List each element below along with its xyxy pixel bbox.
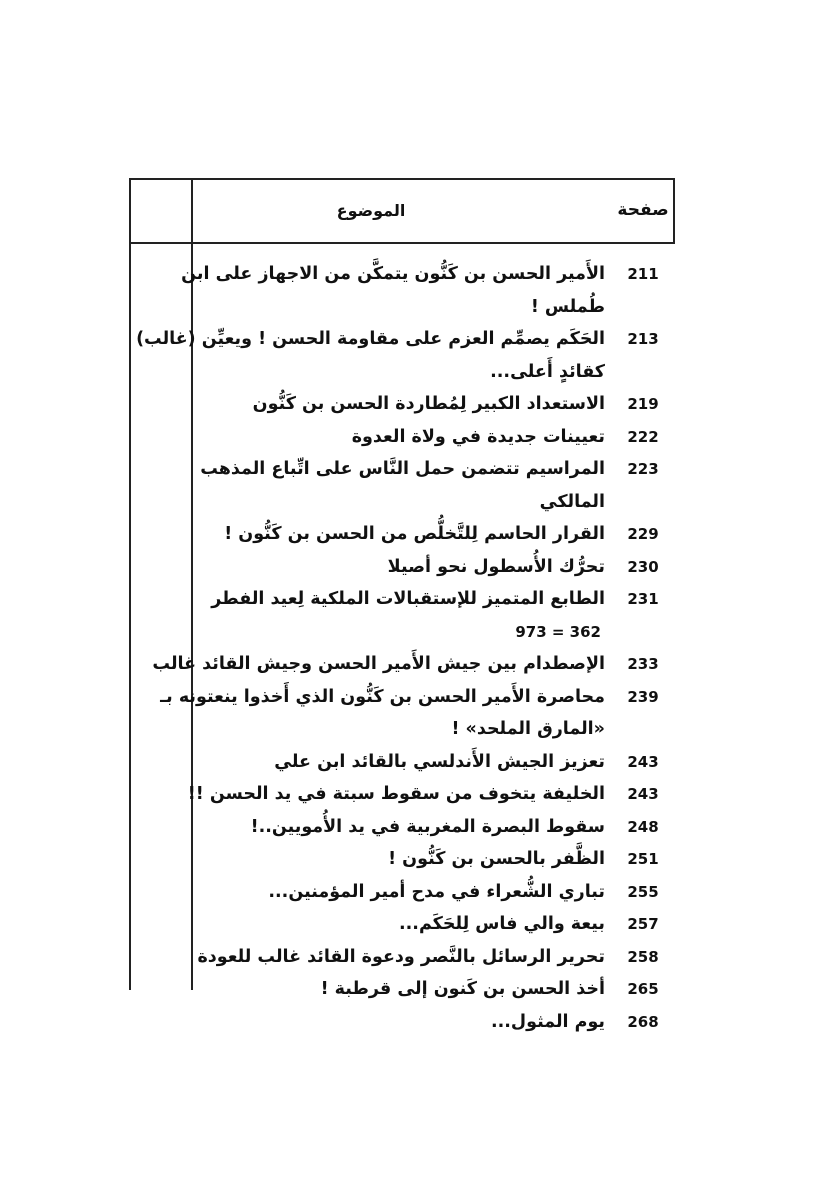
- toc-row: [129, 453, 675, 518]
- entry-title: [129, 551, 611, 584]
- page-number: 233: [627, 655, 659, 673]
- table-of-contents: [129, 178, 675, 1032]
- toc-row: [129, 908, 675, 941]
- entry-title: [129, 876, 611, 909]
- page-number: 229: [627, 525, 659, 543]
- page-number: 230: [627, 557, 659, 576]
- page-number: 265: [627, 980, 659, 998]
- toc-row: [129, 1006, 675, 1039]
- entry-text: الحَكَم يصمِّم العزم على مقاومة الحسن ! ويعيِّن (غالب) كقائدٍ أَعلى...: [136, 329, 605, 382]
- page-number: 231: [627, 590, 659, 608]
- page-number: 251: [627, 850, 659, 868]
- entry-title: [129, 941, 611, 974]
- entry-title: [129, 843, 611, 876]
- toc-row: [129, 941, 675, 974]
- entry-text: سقوط البصرة المغربية في يد الأُمويين..!: [250, 816, 605, 837]
- toc-row: [129, 323, 675, 388]
- toc-row: [129, 258, 675, 323]
- entry-title: [129, 648, 611, 681]
- entry-title: [129, 388, 611, 421]
- entry-text: الإصطدام بين جيش الأَمير الحسن وجيش القائد غالب: [152, 654, 605, 674]
- entry-text: القرار الحاسم لِلتَّخلُّص من الحسن بن كَنُّون !: [224, 524, 605, 544]
- entry-text: الأَمير الحسن بن كَنُّون يتمكَّن من الاجهاز على ابن طُملس !: [181, 264, 605, 317]
- entry-title: [129, 778, 611, 811]
- page-number: 257: [627, 915, 659, 933]
- entry-title: [129, 421, 611, 454]
- entry-text: تباري الشُّعراء في مدح أمير المؤمنين...: [268, 881, 605, 902]
- toc-entries: [129, 258, 675, 1038]
- page-number: 248: [627, 817, 659, 836]
- entry-title: [129, 323, 611, 388]
- toc-row: [129, 811, 675, 844]
- page-number: 243: [627, 752, 659, 771]
- entry-extra: 973 = 362: [515, 622, 601, 641]
- toc-row: [129, 648, 675, 681]
- entry-title: [129, 908, 611, 941]
- entry-text: الطابع المتميز للإستقبالات الملكية لِعيد الفطر: [211, 589, 605, 609]
- entry-text: أخذ الحسن بن كَنون إلى قرطبة !: [320, 979, 605, 999]
- entry-text: محاصرة الأَمير الحسن بن كَنُّون الذي أَخذوا ينعتونه بـ «المارق الملحد» !: [160, 686, 605, 739]
- entry-text: تحرُّك الأُسطول نحو أصيلا: [387, 556, 605, 577]
- toc-row: [129, 876, 675, 909]
- page-number: 219: [627, 395, 659, 413]
- page-number: 255: [627, 882, 659, 901]
- toc-row: [129, 551, 675, 584]
- page-number: 222: [627, 427, 659, 446]
- entry-text: الخليفة يتخوف من سقوط سبتة في يد الحسن !!: [187, 784, 605, 804]
- page-number: 258: [627, 947, 659, 966]
- frame-right-rule: [673, 178, 675, 242]
- entry-title: [129, 1006, 611, 1039]
- entry-text: يوم المثول...: [490, 1011, 605, 1032]
- toc-row: [129, 518, 675, 551]
- entry-title: [129, 811, 611, 844]
- page-number: 211: [627, 265, 659, 283]
- entry-title: [129, 258, 611, 323]
- toc-row: [129, 843, 675, 876]
- toc-row: [129, 388, 675, 421]
- entry-text: تحرير الرسائل بالنَّصر ودعوة القائد غالب للعودة: [197, 946, 605, 967]
- page-number: 239: [627, 687, 659, 706]
- entry-text: تعيينات جديدة في ولاة العدوة: [351, 426, 605, 447]
- header-rule: [129, 242, 675, 244]
- page-number: 268: [627, 1012, 659, 1031]
- entry-title: [129, 583, 611, 648]
- toc-row: [129, 421, 675, 454]
- topic-column-header: الموضوع: [336, 200, 406, 220]
- entry-title: [129, 973, 611, 1006]
- entry-title: [129, 518, 611, 551]
- page-column-header: صفحة: [617, 200, 669, 220]
- toc-row: [129, 778, 675, 811]
- toc-row: [129, 746, 675, 779]
- entry-text: الظَّفر بالحسن بن كَنُّون !: [388, 849, 605, 869]
- page-number: 213: [627, 330, 659, 348]
- toc-row: [129, 973, 675, 1006]
- entry-title: [129, 681, 611, 746]
- entry-text: بيعة والي فاس لِلحَكَم...: [399, 914, 605, 934]
- page-number: 243: [627, 785, 659, 803]
- page-number: 223: [627, 460, 659, 478]
- toc-row: [129, 681, 675, 746]
- toc-row: [129, 583, 675, 648]
- entry-text: تعزيز الجيش الأَندلسي بالقائد ابن علي: [274, 751, 605, 772]
- entry-title: [129, 453, 611, 518]
- entry-title: [129, 746, 611, 779]
- entry-text: المراسيم تتضمن حمل النَّاس على اتِّباع المذهب المالكي: [200, 459, 605, 512]
- entry-text: الاستعداد الكبير لِمُطاردة الحسن بن كَنُّون: [252, 394, 605, 414]
